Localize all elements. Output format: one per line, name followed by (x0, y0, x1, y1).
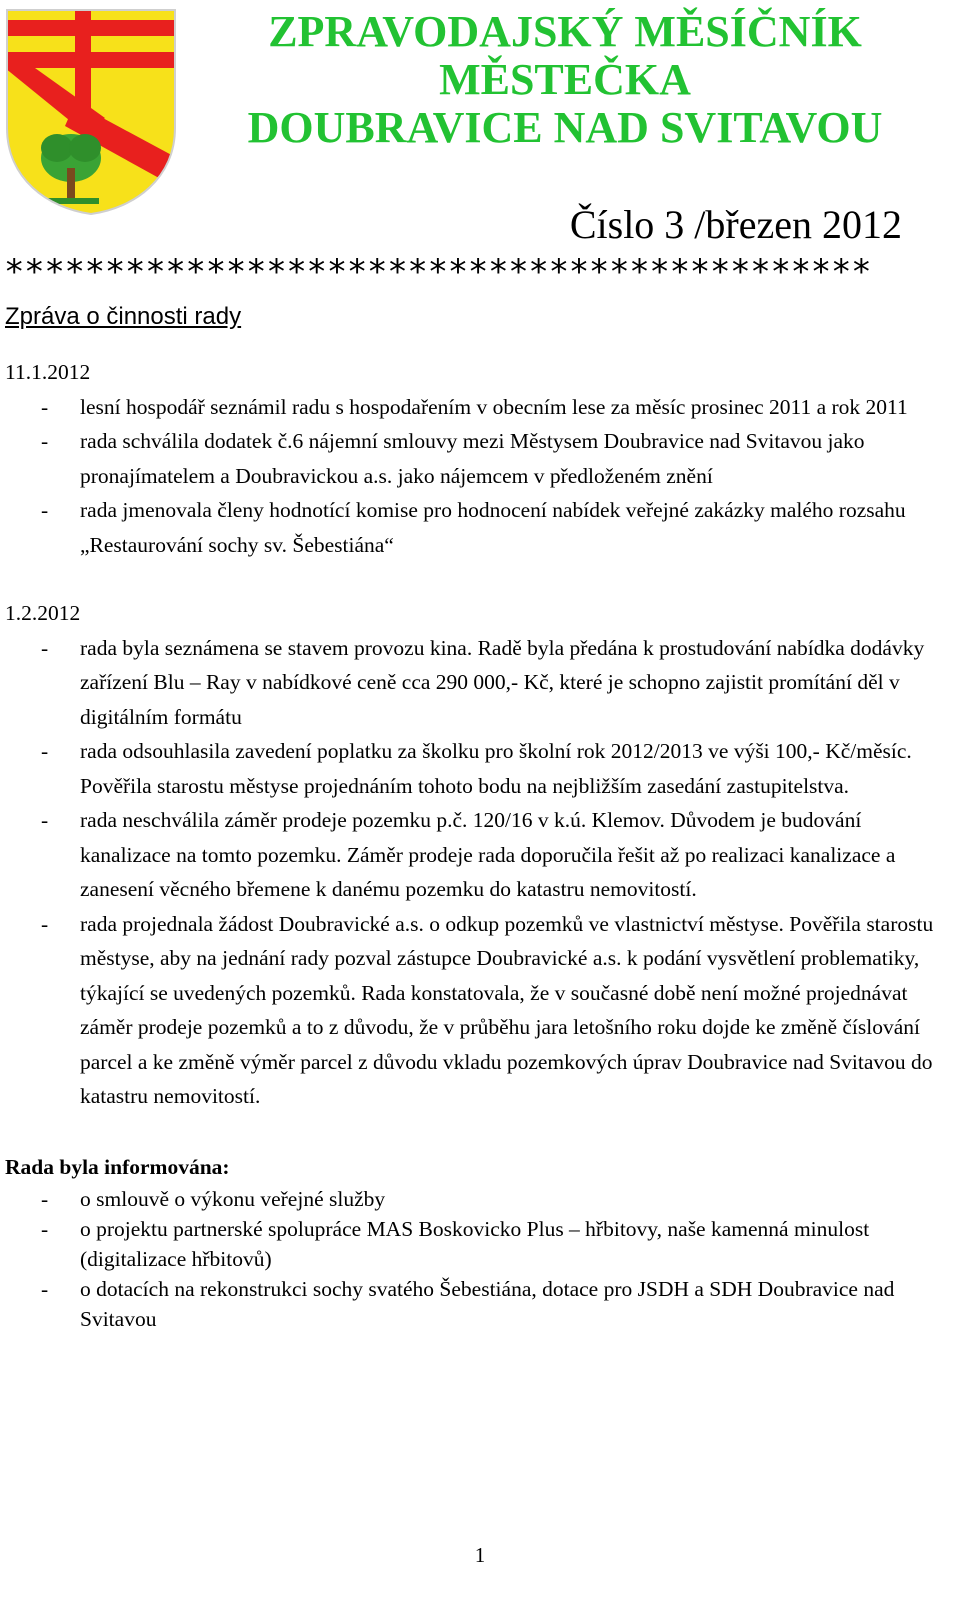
list-item: - o dotacích na rekonstrukci sochy svatého Šebestiána, dotace pro JSDH a SDH Doubravice nad Svitavou (5, 1274, 945, 1334)
meeting-items (5, 390, 945, 563)
list-item: - rada byla seznámena se stavem provozu kina. Radě byla předána k prostudování nabídka dodávky zařízení Blu – Ray v nabídkové ceně cca 290 000,- Kč, které je schopno zajistit promítání děl v digitálním formátu (5, 631, 945, 735)
masthead-line: DOUBRAVICE NAD SVITAVOU (247, 103, 883, 152)
masthead-line: MĚSTEČKA (439, 55, 691, 104)
separator-line: ******************************************* (4, 252, 872, 292)
section-title: Zpráva o činnosti rady (5, 303, 242, 330)
issue-number: Číslo 3 /březen 2012 (569, 202, 902, 247)
page-number: 1 (474, 1543, 486, 1567)
masthead-title (220, 8, 910, 152)
meeting-date: 1.2.2012 (5, 601, 81, 625)
list-item: - o smlouvě o výkonu veřejné služby (5, 1184, 945, 1214)
list-item: - rada odsouhlasila zavedení poplatku za školku pro školní rok 2012/2013 ve výši 100,- Kč/měsíc. Pověřila starostu městyse projednáním tohoto bodu na nejbližším zasedání zastupitelstva. (5, 734, 945, 803)
list-item: - rada jmenovala členy hodnotící komise pro hodnocení nabídek veřejné zakázky malého rozsahu „Restaurování sochy sv. Šebestiána“ (5, 493, 945, 562)
coat-of-arms-icon (5, 8, 177, 216)
meeting-items (5, 631, 945, 1114)
list-item: - rada schválila dodatek č.6 nájemní smlouvy mezi Městysem Doubravice nad Svitavou jako pronajímatelem a Doubravickou a.s. jako nájemcem v předloženém znění (5, 424, 945, 493)
masthead-line: ZPRAVODAJSKÝ MĚSÍČNÍK (268, 7, 862, 56)
informed-items (5, 1184, 945, 1334)
list-item: - lesní hospodář seznámil radu s hospodařením v obecním lese za měsíc prosinec 2011 a rok 2011 (5, 390, 945, 425)
list-item: - rada projednala žádost Doubravické a.s. o odkup pozemků ve vlastnictví městyse. Pověřila starostu městyse, aby na jednání rady pozval zástupce Doubravické a.s. k podání vysvětlení problematiky, týkající se uvedených pozemků. Rada konstatovala, že v současné době není možné projednávat záměr prodeje pozemků a to z důvodu, že v průběhu jara letošního roku dojde ke změně číslování parcel a ke změně výměr parcel z důvodu vkladu pozemkových úprav Doubravice nad Svitavou do katastru nemovitostí. (5, 907, 945, 1114)
report-body (5, 355, 945, 1334)
meeting-date: 11.1.2012 (5, 360, 91, 384)
informed-heading: Rada byla informována: (5, 1154, 230, 1179)
list-item: - rada neschválila záměr prodeje pozemku p.č. 120/16 v k.ú. Klemov. Důvodem je budování kanalizace na tomto pozemku. Záměr prodeje rada doporučila řešit až po realizaci kanalizace a zanesení věcného břemene k danému pozemku do katastru nemovitostí. (5, 803, 945, 907)
list-item: - o projektu partnerské spolupráce MAS Boskovicko Plus – hřbitovy, naše kamenná minulost (digitalizace hřbitovů) (5, 1214, 945, 1274)
